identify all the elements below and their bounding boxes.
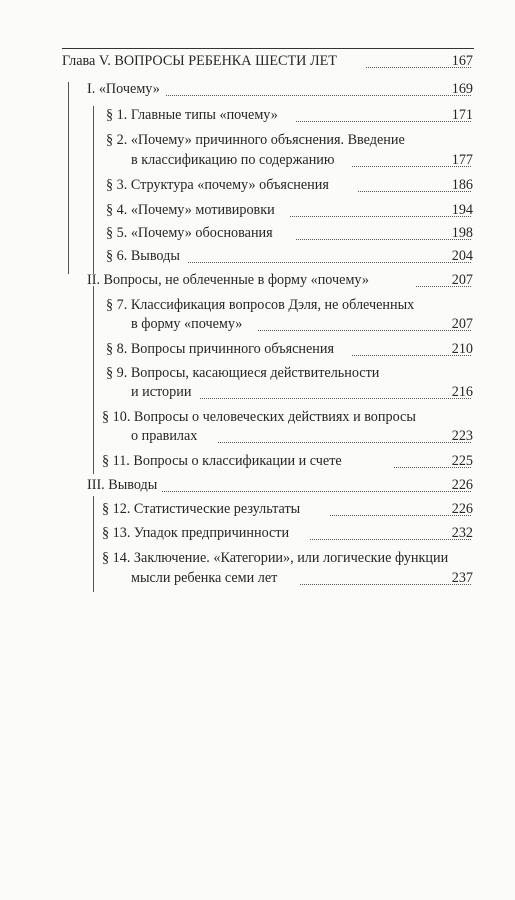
toc-leader-dots — [188, 262, 471, 263]
toc-section-title-cont: в форму «почему» — [131, 316, 243, 332]
toc-section-title-cont: мысли ребенка семи лет — [131, 570, 278, 586]
toc-part-2 — [0, 271, 515, 289]
toc-page-number: 210 — [451, 341, 473, 357]
toc-section-title: § 10. Вопросы о человеческих действиях и вопросы — [102, 409, 416, 425]
toc-page-number: 216 — [451, 384, 473, 400]
toc-section-4 — [0, 201, 515, 219]
toc-part-title: III. Выводы — [87, 477, 158, 493]
top-rule — [62, 48, 474, 49]
toc-part-3 — [0, 476, 515, 494]
toc-section-9-cont — [0, 383, 515, 401]
toc-section-title: § 9. Вопросы, касающиеся действительности — [106, 365, 380, 381]
toc-section-12 — [0, 500, 515, 518]
toc-section-title: § 2. «Почему» причинного объяснения. Введение — [106, 132, 405, 148]
toc-leader-dots — [218, 442, 471, 443]
toc-section-9 — [0, 364, 515, 382]
toc-page-number: 237 — [451, 570, 473, 586]
toc-section-5 — [0, 224, 515, 242]
toc-part-title: II. Вопросы, не облеченные в форму «почему» — [87, 272, 369, 288]
toc-page-number: 223 — [451, 428, 473, 444]
toc-section-2-cont — [0, 151, 515, 169]
toc-page-number: 167 — [451, 53, 473, 69]
toc-section-title: § 13. Упадок предпричинности — [102, 525, 290, 541]
toc-page-number: 226 — [451, 477, 473, 493]
toc-section-title-cont: и истории — [131, 384, 192, 400]
toc-leader-dots — [258, 330, 471, 331]
toc-section-10-cont — [0, 427, 515, 445]
toc-page-number: 177 — [451, 152, 473, 168]
toc-section-14 — [0, 549, 515, 567]
toc-section-title: § 3. Структура «почему» объяснения — [106, 177, 329, 193]
toc-page-number: 204 — [451, 248, 473, 264]
toc-page-number: 194 — [451, 202, 473, 218]
toc-page-number: 169 — [451, 81, 473, 97]
toc-section-title: § 7. Классификация вопросов Дэля, не облеченных — [106, 297, 415, 313]
toc-chapter — [0, 52, 515, 70]
toc-section-title-cont: в классификацию по содержанию — [131, 152, 335, 168]
toc-page-number: 207 — [451, 272, 473, 288]
toc-section-7-cont — [0, 315, 515, 333]
toc-leader-dots — [166, 95, 471, 96]
toc-section-title: § 8. Вопросы причинного объяснения — [106, 341, 335, 357]
toc-page-number: 207 — [451, 316, 473, 332]
toc-part-title: I. «Почему» — [87, 81, 160, 97]
toc-section-title-cont: о правилах — [131, 428, 198, 444]
toc-section-8 — [0, 340, 515, 358]
toc-page-number: 226 — [451, 501, 473, 517]
toc-section-title: § 5. «Почему» обоснования — [106, 225, 273, 241]
toc-section-1 — [0, 106, 515, 124]
toc-section-10 — [0, 408, 515, 426]
toc-section-14-cont — [0, 569, 515, 587]
toc-section-title: § 6. Выводы — [106, 248, 180, 264]
toc-page-number: 225 — [451, 453, 473, 469]
toc-section-title: § 4. «Почему» мотивировки — [106, 202, 275, 218]
toc-section-11 — [0, 452, 515, 470]
toc-leader-dots — [162, 491, 471, 492]
toc-page-number: 198 — [451, 225, 473, 241]
toc-section-7 — [0, 296, 515, 314]
toc-part-1 — [0, 80, 515, 98]
toc-section-13 — [0, 524, 515, 542]
toc-page-number: 171 — [451, 107, 473, 123]
toc-leader-dots — [200, 398, 471, 399]
toc-page-number: 232 — [451, 525, 473, 541]
toc-section-title: § 14. Заключение. «Категории», или логические функции — [102, 550, 449, 566]
toc-section-6 — [0, 247, 515, 265]
toc-section-2 — [0, 131, 515, 149]
toc-page-number: 186 — [451, 177, 473, 193]
toc-section-title: § 1. Главные типы «почему» — [106, 107, 278, 123]
toc-section-3 — [0, 176, 515, 194]
toc-chapter-title: Глава V. ВОПРОСЫ РЕБЕНКА ШЕСТИ ЛЕТ — [62, 53, 337, 69]
toc-section-title: § 11. Вопросы о классификации и счете — [102, 453, 342, 469]
toc-section-title: § 12. Статистические результаты — [102, 501, 301, 517]
